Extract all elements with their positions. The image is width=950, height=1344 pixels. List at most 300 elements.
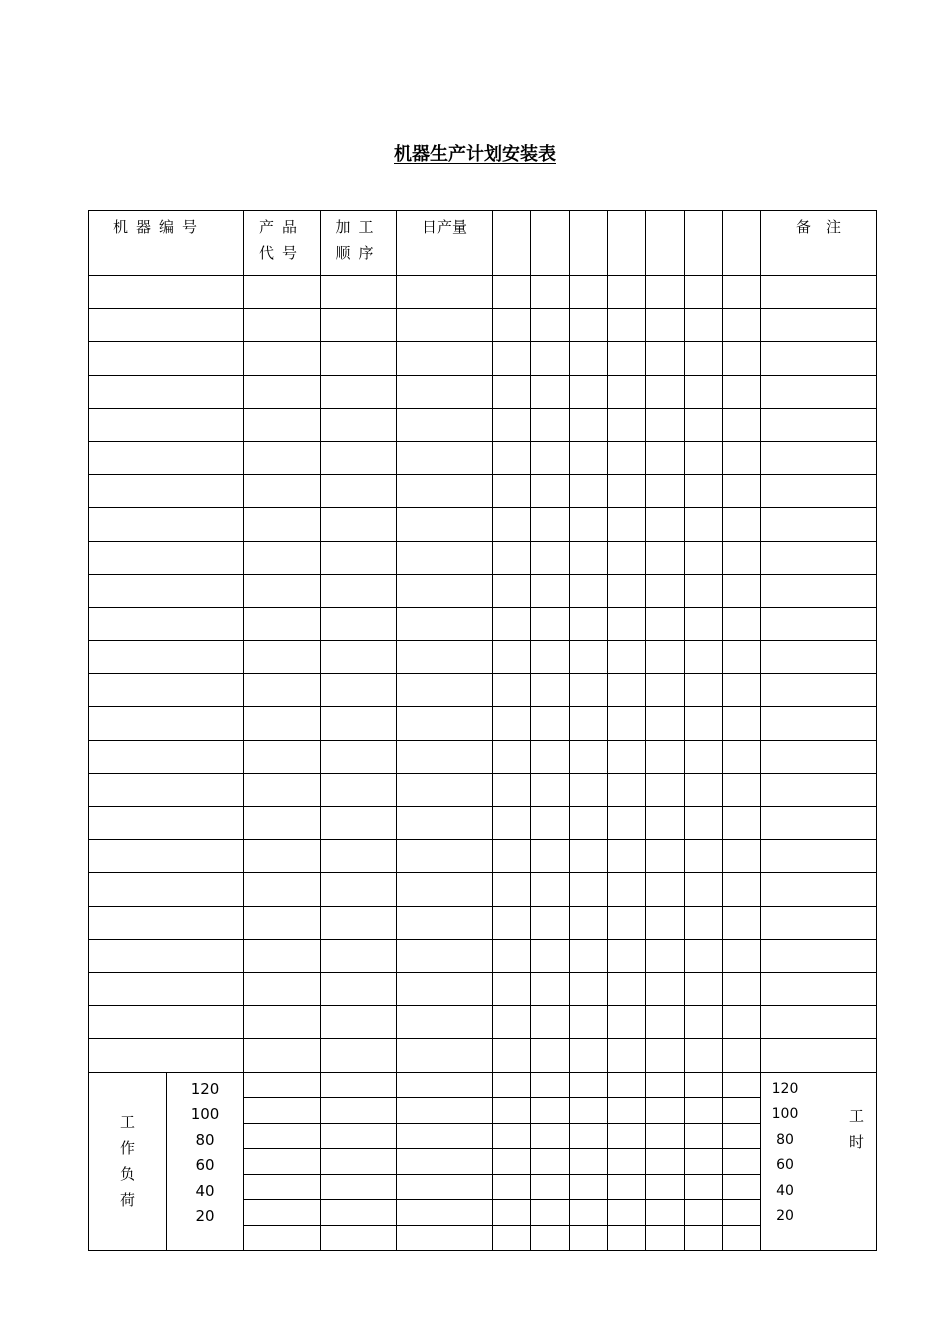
workload-cell[interactable] xyxy=(570,1072,608,1098)
table-cell[interactable] xyxy=(761,972,877,1005)
table-cell[interactable] xyxy=(493,342,531,375)
table-cell[interactable] xyxy=(646,607,685,640)
table-cell[interactable] xyxy=(321,1006,397,1039)
workload-cell[interactable] xyxy=(321,1149,397,1175)
table-cell[interactable] xyxy=(685,475,723,508)
table-cell[interactable] xyxy=(397,375,493,408)
table-cell[interactable] xyxy=(531,1039,570,1072)
table-cell[interactable] xyxy=(570,707,608,740)
table-cell[interactable] xyxy=(608,342,646,375)
workload-cell[interactable] xyxy=(244,1098,321,1124)
workload-cell[interactable] xyxy=(685,1200,723,1226)
table-cell[interactable] xyxy=(608,574,646,607)
table-cell[interactable] xyxy=(244,807,321,840)
table-cell[interactable] xyxy=(397,906,493,939)
table-cell[interactable] xyxy=(723,441,761,474)
table-cell[interactable] xyxy=(570,1039,608,1072)
table-cell[interactable] xyxy=(608,773,646,806)
table-cell[interactable] xyxy=(646,873,685,906)
table-cell[interactable] xyxy=(723,773,761,806)
table-cell[interactable] xyxy=(244,840,321,873)
table-cell[interactable] xyxy=(397,707,493,740)
table-cell[interactable] xyxy=(570,807,608,840)
table-cell[interactable] xyxy=(608,607,646,640)
table-cell[interactable] xyxy=(761,840,877,873)
table-cell[interactable] xyxy=(646,807,685,840)
table-cell[interactable] xyxy=(723,972,761,1005)
table-cell[interactable] xyxy=(685,342,723,375)
table-cell[interactable] xyxy=(397,807,493,840)
table-cell[interactable] xyxy=(646,1039,685,1072)
table-cell[interactable] xyxy=(397,1006,493,1039)
table-cell[interactable] xyxy=(531,906,570,939)
table-cell[interactable] xyxy=(531,541,570,574)
table-cell[interactable] xyxy=(493,375,531,408)
table-cell[interactable] xyxy=(321,475,397,508)
table-cell[interactable] xyxy=(244,475,321,508)
table-cell[interactable] xyxy=(761,807,877,840)
workload-cell[interactable] xyxy=(685,1098,723,1124)
table-cell[interactable] xyxy=(397,972,493,1005)
table-cell[interactable] xyxy=(570,375,608,408)
table-cell[interactable] xyxy=(89,276,244,309)
table-cell[interactable] xyxy=(570,541,608,574)
table-cell[interactable] xyxy=(761,740,877,773)
table-cell[interactable] xyxy=(646,939,685,972)
table-cell[interactable] xyxy=(608,674,646,707)
table-cell[interactable] xyxy=(89,574,244,607)
table-cell[interactable] xyxy=(321,342,397,375)
table-cell[interactable] xyxy=(89,906,244,939)
table-cell[interactable] xyxy=(761,309,877,342)
table-cell[interactable] xyxy=(723,375,761,408)
table-cell[interactable] xyxy=(570,574,608,607)
workload-cell[interactable] xyxy=(397,1225,493,1251)
table-cell[interactable] xyxy=(608,309,646,342)
workload-cell[interactable] xyxy=(608,1149,646,1175)
table-cell[interactable] xyxy=(723,906,761,939)
table-cell[interactable] xyxy=(608,807,646,840)
table-cell[interactable] xyxy=(321,1039,397,1072)
table-cell[interactable] xyxy=(244,541,321,574)
table-cell[interactable] xyxy=(244,939,321,972)
table-cell[interactable] xyxy=(570,342,608,375)
table-cell[interactable] xyxy=(397,475,493,508)
table-cell[interactable] xyxy=(493,475,531,508)
workload-cell[interactable] xyxy=(646,1174,685,1200)
table-cell[interactable] xyxy=(570,773,608,806)
table-cell[interactable] xyxy=(89,508,244,541)
table-cell[interactable] xyxy=(570,674,608,707)
table-cell[interactable] xyxy=(531,1006,570,1039)
table-cell[interactable] xyxy=(570,508,608,541)
workload-cell[interactable] xyxy=(493,1098,531,1124)
workload-cell[interactable] xyxy=(321,1200,397,1226)
workload-cell[interactable] xyxy=(244,1174,321,1200)
table-cell[interactable] xyxy=(321,641,397,674)
table-cell[interactable] xyxy=(531,641,570,674)
table-cell[interactable] xyxy=(685,873,723,906)
table-cell[interactable] xyxy=(723,574,761,607)
table-cell[interactable] xyxy=(608,408,646,441)
workload-cell[interactable] xyxy=(608,1072,646,1098)
workload-cell[interactable] xyxy=(321,1098,397,1124)
table-cell[interactable] xyxy=(89,707,244,740)
table-cell[interactable] xyxy=(685,574,723,607)
workload-cell[interactable] xyxy=(493,1072,531,1098)
workload-cell[interactable] xyxy=(608,1123,646,1149)
table-cell[interactable] xyxy=(397,773,493,806)
workload-cell[interactable] xyxy=(244,1225,321,1251)
table-cell[interactable] xyxy=(493,873,531,906)
table-cell[interactable] xyxy=(244,740,321,773)
table-cell[interactable] xyxy=(244,607,321,640)
table-cell[interactable] xyxy=(321,740,397,773)
table-cell[interactable] xyxy=(89,641,244,674)
table-cell[interactable] xyxy=(608,475,646,508)
table-cell[interactable] xyxy=(493,1039,531,1072)
table-cell[interactable] xyxy=(685,508,723,541)
table-cell[interactable] xyxy=(493,972,531,1005)
table-cell[interactable] xyxy=(531,773,570,806)
table-cell[interactable] xyxy=(723,276,761,309)
table-cell[interactable] xyxy=(646,309,685,342)
table-cell[interactable] xyxy=(397,574,493,607)
workload-cell[interactable] xyxy=(570,1174,608,1200)
table-cell[interactable] xyxy=(646,508,685,541)
table-cell[interactable] xyxy=(321,674,397,707)
table-cell[interactable] xyxy=(397,1039,493,1072)
table-cell[interactable] xyxy=(321,508,397,541)
table-cell[interactable] xyxy=(570,641,608,674)
table-cell[interactable] xyxy=(685,441,723,474)
table-cell[interactable] xyxy=(608,276,646,309)
table-cell[interactable] xyxy=(244,906,321,939)
workload-cell[interactable] xyxy=(493,1123,531,1149)
table-cell[interactable] xyxy=(89,773,244,806)
workload-cell[interactable] xyxy=(608,1200,646,1226)
table-cell[interactable] xyxy=(608,1039,646,1072)
table-cell[interactable] xyxy=(761,508,877,541)
table-cell[interactable] xyxy=(244,707,321,740)
table-cell[interactable] xyxy=(493,674,531,707)
table-cell[interactable] xyxy=(608,740,646,773)
table-cell[interactable] xyxy=(89,740,244,773)
table-cell[interactable] xyxy=(244,574,321,607)
table-cell[interactable] xyxy=(685,1006,723,1039)
table-cell[interactable] xyxy=(761,475,877,508)
workload-cell[interactable] xyxy=(244,1072,321,1098)
table-cell[interactable] xyxy=(493,408,531,441)
table-cell[interactable] xyxy=(244,276,321,309)
table-cell[interactable] xyxy=(531,674,570,707)
table-cell[interactable] xyxy=(531,441,570,474)
table-cell[interactable] xyxy=(493,508,531,541)
table-cell[interactable] xyxy=(89,840,244,873)
table-cell[interactable] xyxy=(244,873,321,906)
table-cell[interactable] xyxy=(685,674,723,707)
table-cell[interactable] xyxy=(608,641,646,674)
table-cell[interactable] xyxy=(531,276,570,309)
table-cell[interactable] xyxy=(646,707,685,740)
table-cell[interactable] xyxy=(646,541,685,574)
table-cell[interactable] xyxy=(531,840,570,873)
table-cell[interactable] xyxy=(646,276,685,309)
workload-cell[interactable] xyxy=(685,1174,723,1200)
table-cell[interactable] xyxy=(493,574,531,607)
table-cell[interactable] xyxy=(685,309,723,342)
workload-cell[interactable] xyxy=(570,1225,608,1251)
table-cell[interactable] xyxy=(493,276,531,309)
workload-cell[interactable] xyxy=(321,1123,397,1149)
workload-cell[interactable] xyxy=(493,1225,531,1251)
table-cell[interactable] xyxy=(761,641,877,674)
workload-cell[interactable] xyxy=(397,1098,493,1124)
workload-cell[interactable] xyxy=(397,1200,493,1226)
workload-cell[interactable] xyxy=(646,1200,685,1226)
table-cell[interactable] xyxy=(570,906,608,939)
table-cell[interactable] xyxy=(761,342,877,375)
table-cell[interactable] xyxy=(723,840,761,873)
table-cell[interactable] xyxy=(646,408,685,441)
table-cell[interactable] xyxy=(608,840,646,873)
table-cell[interactable] xyxy=(531,607,570,640)
table-cell[interactable] xyxy=(244,408,321,441)
table-cell[interactable] xyxy=(570,939,608,972)
workload-cell[interactable] xyxy=(685,1072,723,1098)
workload-cell[interactable] xyxy=(570,1149,608,1175)
table-cell[interactable] xyxy=(646,740,685,773)
table-cell[interactable] xyxy=(608,508,646,541)
table-cell[interactable] xyxy=(646,674,685,707)
table-cell[interactable] xyxy=(685,740,723,773)
table-cell[interactable] xyxy=(321,574,397,607)
workload-cell[interactable] xyxy=(570,1200,608,1226)
table-cell[interactable] xyxy=(761,939,877,972)
table-cell[interactable] xyxy=(244,375,321,408)
workload-cell[interactable] xyxy=(531,1123,570,1149)
table-cell[interactable] xyxy=(646,441,685,474)
table-cell[interactable] xyxy=(321,408,397,441)
workload-cell[interactable] xyxy=(397,1149,493,1175)
table-cell[interactable] xyxy=(646,641,685,674)
table-cell[interactable] xyxy=(685,641,723,674)
table-cell[interactable] xyxy=(685,375,723,408)
table-cell[interactable] xyxy=(397,740,493,773)
table-cell[interactable] xyxy=(646,475,685,508)
table-cell[interactable] xyxy=(244,674,321,707)
table-cell[interactable] xyxy=(531,342,570,375)
workload-cell[interactable] xyxy=(531,1072,570,1098)
table-cell[interactable] xyxy=(723,508,761,541)
workload-cell[interactable] xyxy=(493,1174,531,1200)
table-cell[interactable] xyxy=(321,773,397,806)
table-cell[interactable] xyxy=(493,541,531,574)
table-cell[interactable] xyxy=(761,441,877,474)
workload-cell[interactable] xyxy=(685,1149,723,1175)
table-cell[interactable] xyxy=(321,972,397,1005)
table-cell[interactable] xyxy=(89,408,244,441)
workload-cell[interactable] xyxy=(531,1200,570,1226)
table-cell[interactable] xyxy=(397,309,493,342)
table-cell[interactable] xyxy=(646,773,685,806)
table-cell[interactable] xyxy=(685,541,723,574)
table-cell[interactable] xyxy=(723,873,761,906)
table-cell[interactable] xyxy=(608,873,646,906)
table-cell[interactable] xyxy=(493,607,531,640)
table-cell[interactable] xyxy=(493,740,531,773)
workload-cell[interactable] xyxy=(608,1225,646,1251)
table-cell[interactable] xyxy=(761,408,877,441)
table-cell[interactable] xyxy=(397,342,493,375)
workload-cell[interactable] xyxy=(321,1174,397,1200)
workload-cell[interactable] xyxy=(723,1200,761,1226)
workload-cell[interactable] xyxy=(685,1123,723,1149)
table-cell[interactable] xyxy=(723,1039,761,1072)
table-cell[interactable] xyxy=(685,773,723,806)
table-cell[interactable] xyxy=(723,541,761,574)
workload-cell[interactable] xyxy=(244,1200,321,1226)
table-cell[interactable] xyxy=(397,607,493,640)
table-cell[interactable] xyxy=(493,939,531,972)
table-cell[interactable] xyxy=(685,408,723,441)
table-cell[interactable] xyxy=(723,740,761,773)
table-cell[interactable] xyxy=(321,441,397,474)
table-cell[interactable] xyxy=(244,641,321,674)
table-cell[interactable] xyxy=(761,541,877,574)
table-cell[interactable] xyxy=(531,972,570,1005)
table-cell[interactable] xyxy=(646,1006,685,1039)
workload-cell[interactable] xyxy=(723,1174,761,1200)
table-cell[interactable] xyxy=(531,508,570,541)
table-cell[interactable] xyxy=(608,939,646,972)
table-cell[interactable] xyxy=(761,674,877,707)
workload-cell[interactable] xyxy=(531,1225,570,1251)
table-cell[interactable] xyxy=(608,541,646,574)
table-cell[interactable] xyxy=(646,972,685,1005)
table-cell[interactable] xyxy=(493,707,531,740)
table-cell[interactable] xyxy=(761,276,877,309)
table-cell[interactable] xyxy=(531,740,570,773)
table-cell[interactable] xyxy=(685,707,723,740)
table-cell[interactable] xyxy=(244,441,321,474)
workload-cell[interactable] xyxy=(244,1123,321,1149)
workload-cell[interactable] xyxy=(646,1072,685,1098)
table-cell[interactable] xyxy=(685,972,723,1005)
table-cell[interactable] xyxy=(761,1039,877,1072)
table-cell[interactable] xyxy=(531,574,570,607)
table-cell[interactable] xyxy=(761,773,877,806)
table-cell[interactable] xyxy=(397,674,493,707)
table-cell[interactable] xyxy=(89,375,244,408)
table-cell[interactable] xyxy=(723,674,761,707)
table-cell[interactable] xyxy=(321,607,397,640)
table-cell[interactable] xyxy=(685,807,723,840)
table-cell[interactable] xyxy=(321,541,397,574)
table-cell[interactable] xyxy=(685,276,723,309)
table-cell[interactable] xyxy=(570,840,608,873)
table-cell[interactable] xyxy=(493,807,531,840)
table-cell[interactable] xyxy=(244,1006,321,1039)
table-cell[interactable] xyxy=(89,441,244,474)
table-cell[interactable] xyxy=(608,375,646,408)
table-cell[interactable] xyxy=(321,840,397,873)
table-cell[interactable] xyxy=(685,1039,723,1072)
workload-cell[interactable] xyxy=(493,1149,531,1175)
workload-cell[interactable] xyxy=(531,1174,570,1200)
table-cell[interactable] xyxy=(646,375,685,408)
table-cell[interactable] xyxy=(397,541,493,574)
table-cell[interactable] xyxy=(397,641,493,674)
table-cell[interactable] xyxy=(493,773,531,806)
table-cell[interactable] xyxy=(761,906,877,939)
table-cell[interactable] xyxy=(723,607,761,640)
table-cell[interactable] xyxy=(493,309,531,342)
table-cell[interactable] xyxy=(608,707,646,740)
workload-cell[interactable] xyxy=(723,1149,761,1175)
table-cell[interactable] xyxy=(531,807,570,840)
table-cell[interactable] xyxy=(570,408,608,441)
table-cell[interactable] xyxy=(321,276,397,309)
table-cell[interactable] xyxy=(761,707,877,740)
table-cell[interactable] xyxy=(493,641,531,674)
table-cell[interactable] xyxy=(397,508,493,541)
table-cell[interactable] xyxy=(89,607,244,640)
table-cell[interactable] xyxy=(89,342,244,375)
table-cell[interactable] xyxy=(723,707,761,740)
table-cell[interactable] xyxy=(89,807,244,840)
table-cell[interactable] xyxy=(761,375,877,408)
table-cell[interactable] xyxy=(321,939,397,972)
table-cell[interactable] xyxy=(493,906,531,939)
table-cell[interactable] xyxy=(685,939,723,972)
table-cell[interactable] xyxy=(321,375,397,408)
table-cell[interactable] xyxy=(531,408,570,441)
table-cell[interactable] xyxy=(89,475,244,508)
table-cell[interactable] xyxy=(646,342,685,375)
table-cell[interactable] xyxy=(321,807,397,840)
workload-cell[interactable] xyxy=(397,1174,493,1200)
table-cell[interactable] xyxy=(646,906,685,939)
table-cell[interactable] xyxy=(570,475,608,508)
table-cell[interactable] xyxy=(493,441,531,474)
table-cell[interactable] xyxy=(493,1006,531,1039)
table-cell[interactable] xyxy=(321,906,397,939)
workload-cell[interactable] xyxy=(397,1123,493,1149)
table-cell[interactable] xyxy=(89,309,244,342)
table-cell[interactable] xyxy=(244,309,321,342)
table-cell[interactable] xyxy=(89,1039,244,1072)
table-cell[interactable] xyxy=(723,939,761,972)
workload-cell[interactable] xyxy=(531,1098,570,1124)
table-cell[interactable] xyxy=(685,607,723,640)
table-cell[interactable] xyxy=(685,906,723,939)
workload-cell[interactable] xyxy=(646,1098,685,1124)
workload-cell[interactable] xyxy=(244,1149,321,1175)
table-cell[interactable] xyxy=(89,939,244,972)
table-cell[interactable] xyxy=(723,1006,761,1039)
table-cell[interactable] xyxy=(570,740,608,773)
table-cell[interactable] xyxy=(723,408,761,441)
table-cell[interactable] xyxy=(397,441,493,474)
workload-cell[interactable] xyxy=(723,1098,761,1124)
table-cell[interactable] xyxy=(89,972,244,1005)
table-cell[interactable] xyxy=(608,972,646,1005)
workload-cell[interactable] xyxy=(685,1225,723,1251)
table-cell[interactable] xyxy=(646,574,685,607)
table-cell[interactable] xyxy=(397,408,493,441)
table-cell[interactable] xyxy=(397,276,493,309)
